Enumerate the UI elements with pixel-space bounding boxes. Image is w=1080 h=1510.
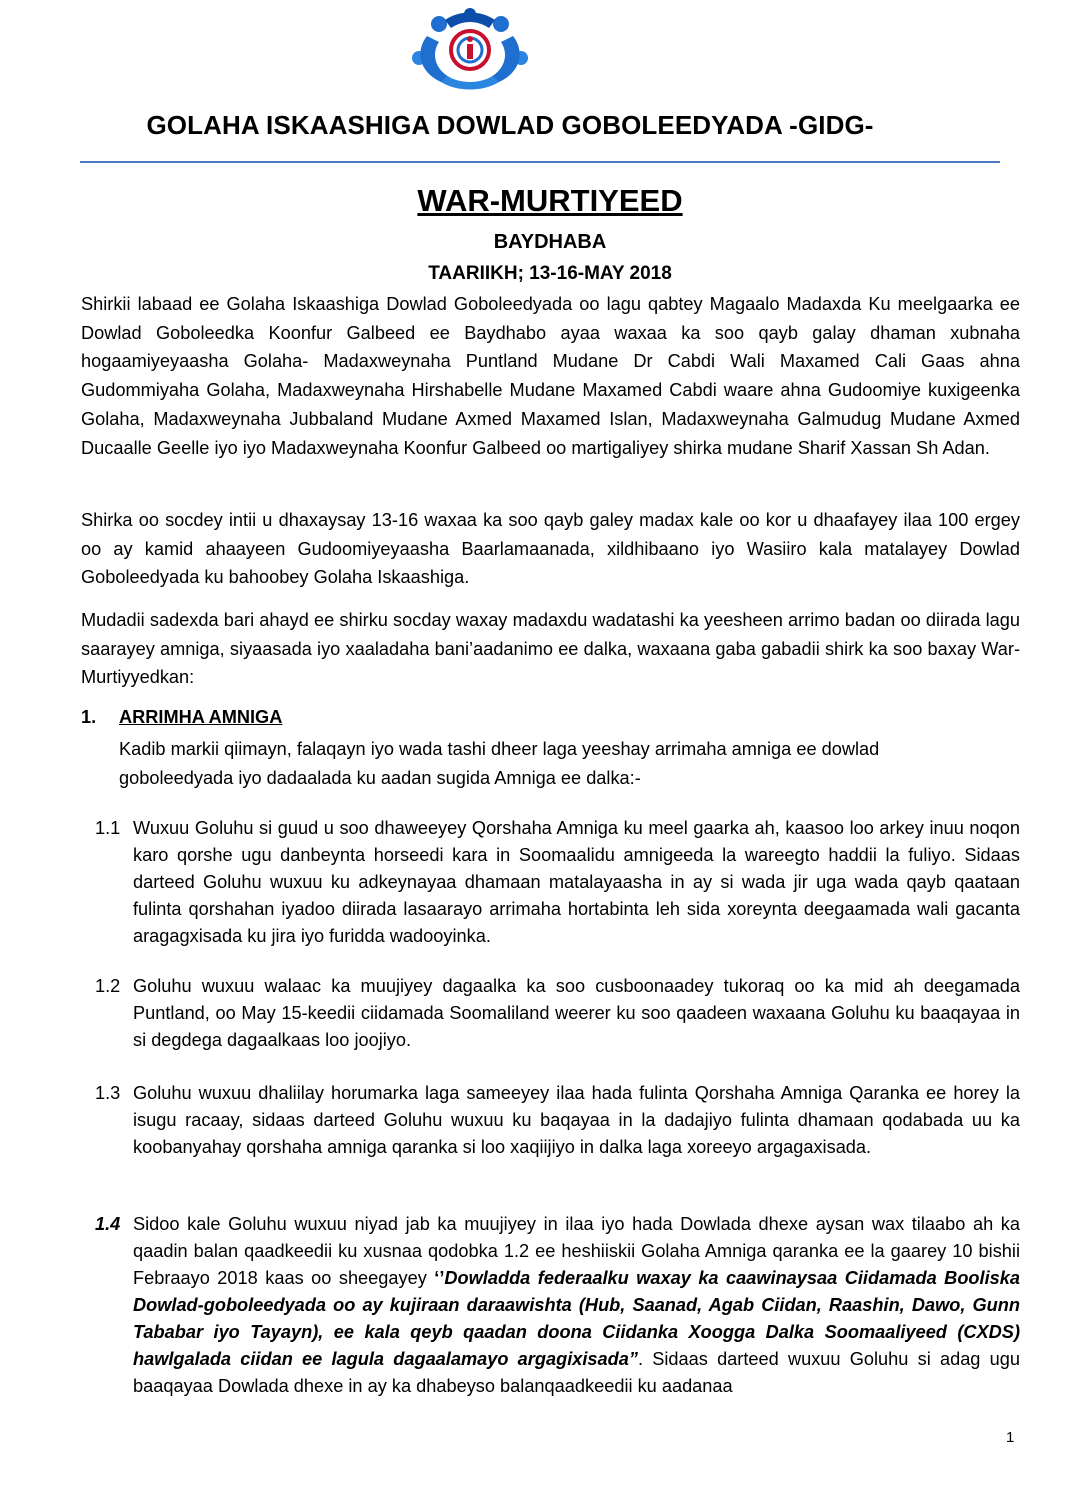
- section-intro: Kadib markii qiimayn, falaqayn iyo wada tashi dheer laga yeeshay arrimaha amniga ee dowlad goboleedyada iyo dadaalada ku aadan sugida Amniga ee dalka:-: [119, 739, 880, 788]
- list-item: [95, 1080, 1020, 1161]
- gidg-logo-icon: [405, 6, 535, 92]
- section-heading: [81, 707, 282, 728]
- section-number: 1.: [81, 707, 97, 727]
- date-heading: TAARIIKH; 13-16-MAY 2018: [428, 263, 672, 284]
- list-item: [95, 815, 1020, 950]
- item-text: [133, 1211, 1020, 1400]
- item-number: 1.4: [95, 1214, 121, 1234]
- intro-paragraph-1: Shirkii labaad ee Golaha Iskaashiga Dowlad Goboleedyada oo lagu qabtey Magaalo Madaxda Ku meelgaarka ee Dowlad Goboleedka Koonfur Galbeed ee Baydhabo ayaa waxaa ka soo qayb galay dhaman xubnaha hogaamiyeyaasha Golaha- Madaxweynaha Puntland Mudane Dr Cabdi Wali Maxamed Cali Gaas ahna Gudommiyaha Golaha, Madaxweynaha Hirshabelle Mudane Maxamed Cabdi waare ahna Gudoomiye kuxigeenka Golaha, Madaxweynaha Jubbaland Mudane Axmed Maxamed Islan, Madaxweynaha Galmudug Mudane Axmed Ducaalle Geelle iyo iyo Madaxweynaha Koonfur Galbeed oo martigaliyey shirka mudane Sharif Xassan Sh Adan.: [81, 294, 1020, 458]
- page-number: 1: [1006, 1429, 1015, 1446]
- section-title: ARRIMHA AMNIGA: [119, 707, 283, 727]
- item-number: 1.2: [95, 976, 121, 996]
- item-number: 1.3: [95, 1083, 121, 1103]
- document-title: WAR-MURTIYEED: [417, 183, 683, 218]
- item-text: Wuxuu Goluhu si guud u soo dhaweeyey Qorshaha Amniga ku meel gaarka ah, kaasoo loo arkey inuu noqon karo qorshe ugu danbeynta horseedi kara in Soomaalidu amnigeeda la wareegto haddii la fuliyo. Sidaas darteed Goluhu wuxuu ku adkeynayaa dhamaan matalayaasha in ay si wada jir uga wada qayb qaataan fulinta qorshahan iyadoo diirada lasaarayo arrimaha hortabinta leh sida xoreynta deegaamada wali gacanta aragagxisada ku jira iyo furidda wadooyinka.: [133, 818, 1020, 946]
- item-text: Goluhu wuxuu dhaliilay horumarka laga sameeyey ilaa hada fulinta Qorshaha Amniga Qaranka ee horey la isugu racaay, sidaas darteed Goluhu wuxuu ku baqayaa in la dadajiyo fulinta dhamaan qodabada uu ka koobanyahay qorshaha amniga qaranka si loo xaqiijiyo in dalka laga xoreeyo argagaxisada.: [133, 1083, 1020, 1157]
- intro-paragraph-2: Shirka oo socdey intii u dhaxaysay 13-16 waxaa ka soo qayb galey madax kale oo kor u dhaafayey ilaa 100 ergey oo ay kamid ahaayeen Gudoomiyeyaasha Baarlamaanada, xildhibaano iyo Wasiiro kala matalayey Dowlad Goboleedyada ku bahoobey Golaha Iskaashiga.: [81, 510, 1020, 588]
- organization-title: GOLAHA ISKAASHIGA DOWLAD GOBOLEEDYADA -GIDG-: [146, 110, 874, 140]
- quoted-clause: Dowladda federaalku waxay ka caawinaysaa Ciidamada Booliska Dowlad-goboleedyada oo ay kujiraan daraawishta (Hub, Saanad, Agab Ciidan, Raashin, Dawo, Gunn Tababar iyo Tayayn), ee kala qeyb qaadan doona Ciidanka Xoogga Dalka Soomaaliyeed (CXDS) hawlgalada ciidan ee lagula dagaalamayo argagixisada”: [133, 1268, 1020, 1369]
- item-number: 1.1: [95, 818, 121, 838]
- item-text-after: . Sidaas darteed wuxuu Goluhu si adag ugu baaqayaa Dowlada dhexe in ay ka dhabeyso balanqaadkeedii ku aadanaa: [133, 1349, 1020, 1396]
- location-heading: BAYDHABA: [493, 231, 607, 253]
- quote-open-mark: ‘’: [434, 1268, 445, 1288]
- intro-paragraph-3: Mudadii sadexda bari ahayd ee shirku socday waxay madaxdu wadatashi ka yeesheen arrimo badan oo diirada lagu saarayey amniga, siyaasada iyo xaaladaha bani’aadanimo ee dalka, waxaana gaba gabadii shirk ka soo baxay War-Murtiyyedkan:: [81, 610, 1020, 688]
- item-text: Goluhu wuxuu walaac ka muujiyey dagaalka ka soo cusboonaadey tukoraq oo ka mid ah deegamada Puntland, oo May 15-keedii ciidamada Soomaliland weerer ku soo qaadeen waxaana Goluhu ku baaqayaa in si degdega dagaalkaas loo joojiyo.: [133, 976, 1020, 1050]
- list-item: [95, 1211, 1020, 1400]
- item-text-before: Sidoo kale Goluhu wuxuu niyad jab ka muujiyey in ilaa iyo hada Dowlada dhexe aysan wax tilaabo ah ka qaadin balan qaadkeedii ku xusnaa qodobka 1.2 ee heshiiskii Golaha Amniga qaranka ee la gaarey 10 bishii Febraayo 2018 kaas oo sheegayey: [133, 1214, 1020, 1288]
- header-divider: [80, 161, 1000, 163]
- list-item: [95, 973, 1020, 1054]
